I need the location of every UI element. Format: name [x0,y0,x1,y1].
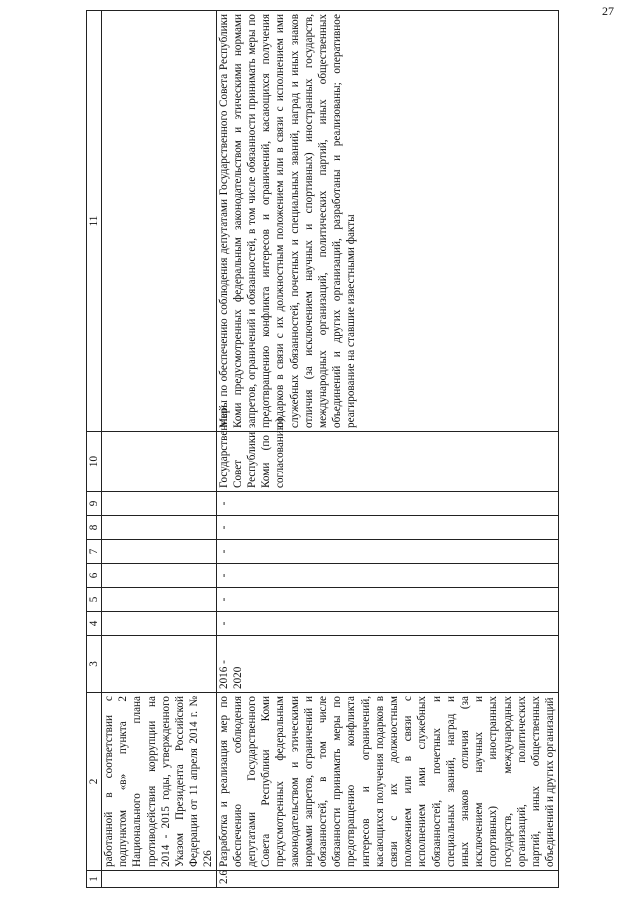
measure-text: работанной в соответствии с подпунктом «в» пункта 2 Национального плана противодействия коррупции на 2014 - 2015 годы, утвержденного Указом Президента Российской Федерации от 11 апреля 2014 г. № 226 [102,693,217,871]
value-cell: - [216,564,558,588]
value-cell [102,492,217,516]
header-cell: 11 [87,11,102,432]
header-cell: 2 [87,693,102,871]
header-cell: 5 [87,588,102,612]
table-row [102,11,217,888]
value-cell: - [216,540,558,564]
header-cell: 8 [87,516,102,540]
value-cell [102,612,217,636]
row-number: 2.6 [216,871,558,888]
measure-text: Разработка и реализация мер по обеспечению соблюдения депутатами Государственного Совета Республики Коми предусмотренных федеральным законодательством и этическими нормами запретов, ограничений и обязанностей, в том числе обязанности принимать меры по предотвращению конфликта интересов и ограничений, касающихся получения подарков в связи с их должностным положением или в связи с исполнением ими служебных обязанностей, почетных и специальных званий, наград и иных знаков отличия (за исключением научных и спортивных) иностранных государств, международных организаций, политических партий, иных общественных объединений и других организаций [216,693,558,871]
header-cell: 1 [87,871,102,888]
value-cell [102,564,217,588]
row-number [102,871,217,888]
page-number: 27 [602,4,614,18]
value-cell: - [216,612,558,636]
executor-cell [102,432,217,492]
header-cell: 6 [87,564,102,588]
header-cell: 9 [87,492,102,516]
header-cell: 7 [87,540,102,564]
period-cell: 2016 - 2020 [216,636,558,693]
header-cell: 4 [87,612,102,636]
value-cell [102,516,217,540]
header-cell: 10 [87,432,102,492]
result-cell [102,11,217,432]
landscape-page [86,10,606,888]
table-row [216,11,558,888]
value-cell [102,588,217,612]
measures-table [86,10,559,888]
value-cell [102,540,217,564]
rotated-table-area [86,10,606,888]
period-cell [102,636,217,693]
value-cell: - [216,492,558,516]
value-cell: - [216,588,558,612]
executor-cell: Государственный Совет Республики Коми (по согласованию) [216,432,558,492]
header-row [87,11,102,888]
value-cell: - [216,516,558,540]
result-cell: Меры по обеспечению соблюдения депутатами Государственного Совета Республики Коми предусмотренных федеральным законодательством и этическими нормами запретов, ограничений и обязанностей, в том числе обязанности принимать меры по предотвращению конфликта интересов и ограничений, касающихся получения подарков в связи с их должностным положением или в связи с исполнением ими служебных обязанностей, почетных и специальных званий, наград и иных знаков отличия (за исключением научных и спортивных) иностранных государств, международных организаций, политических партий, иных общественных объединений и других организаций, разработаны и реализованы; оперативное реагирование на ставшие известными факты [216,11,558,432]
header-cell: 3 [87,636,102,693]
